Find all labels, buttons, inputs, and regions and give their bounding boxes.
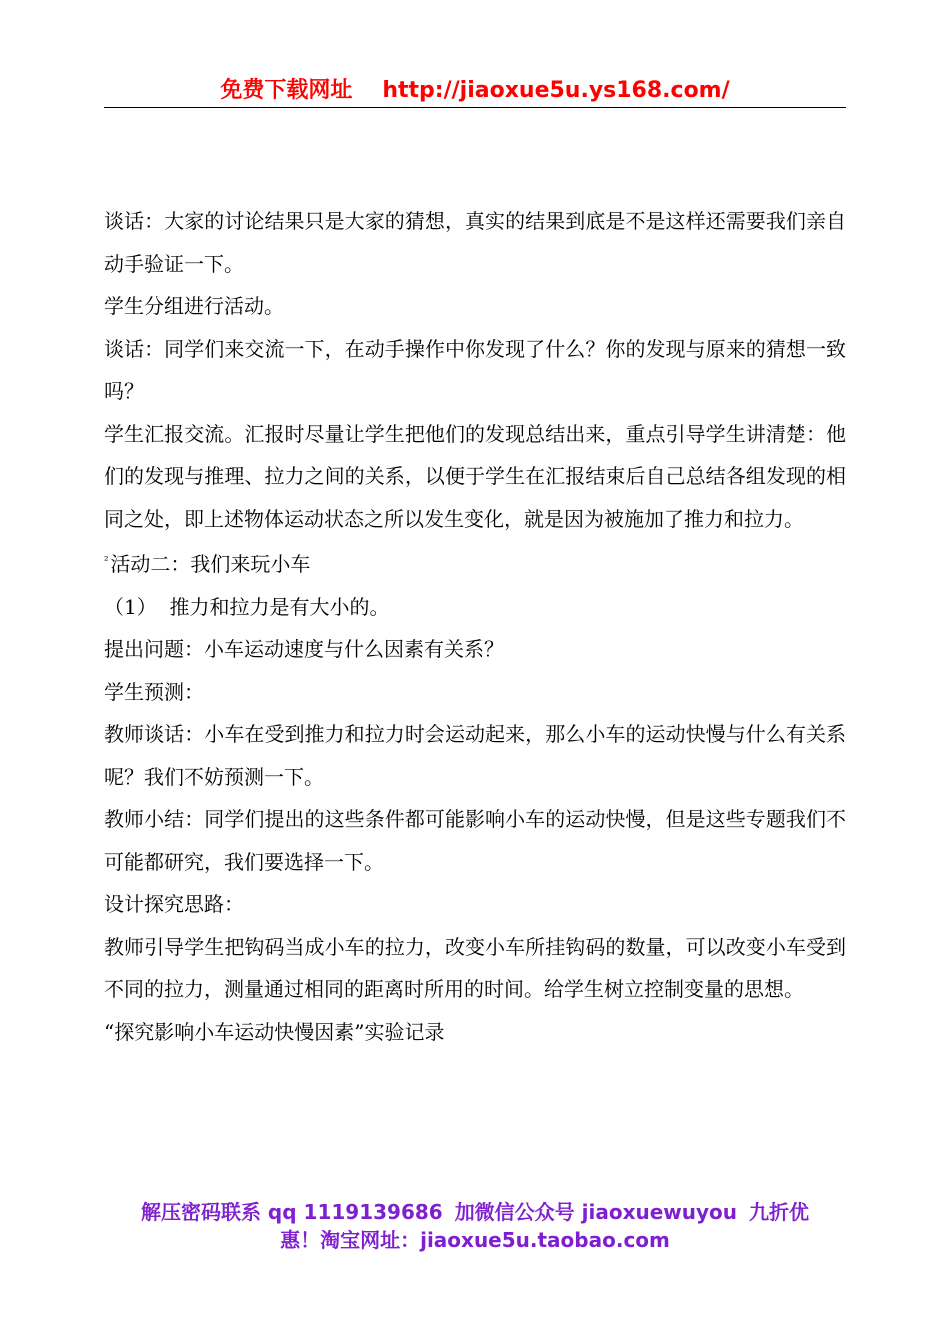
paragraph-2: 学生分组进行活动。 (104, 294, 284, 318)
page-header (104, 76, 846, 106)
activity-heading (104, 540, 846, 586)
footer-line-1 (104, 1198, 846, 1226)
footer-discount: 九折优 (749, 1200, 810, 1224)
paragraph-4: 学生汇报交流。汇报时尽量让学生把他们的发现总结出来，重点引导学生讲清楚：他们的发现与推理、拉力之间的关系，以便于学生在汇报结束后自己总结各组发现的相同之处，即上述物体运动状态之所以发生变化，就是因为被施加了推力和拉力。 (104, 421, 846, 531)
page-footer (104, 1198, 846, 1254)
paragraph-12: 教师引导学生把钩码当成小车的拉力，改变小车所挂钩码的数量，可以改变小车受到不同的拉力，测量通过相同的距离时所用的时间。给学生树立控制变量的思想。 (104, 934, 846, 1001)
paragraph-6: （1） 推力和拉力是有大小的。 (104, 594, 390, 619)
footer-line-2[interactable]: 惠！淘宝网址：jiaoxue5u.taobao.com (280, 1228, 670, 1252)
bullet-mark: ² (104, 554, 109, 567)
paragraph-13: “探究影响小车运动快慢因素”实验记录 (104, 1019, 445, 1044)
header-divider (104, 107, 846, 108)
paragraph-3: 谈话：同学们来交流一下，在动手操作中你发现了什么？你的发现与原来的猜想一致吗？ (104, 336, 846, 403)
paragraph-1: 谈话：大家的讨论结果只是大家的猜想，真实的结果到底是不是这样还需要我们亲自动手验证一下。 (104, 209, 846, 276)
header-url[interactable]: http://jiaoxue5u.ys168.com/ (382, 78, 730, 103)
paragraph-9: 教师谈话：小车在受到推力和拉力时会运动起来，那么小车的运动快慢与什么有关系呢？我们不妨预测一下。 (104, 722, 846, 789)
footer-wechat: 加微信公众号 jiaoxuewuyou (454, 1200, 738, 1224)
header-label: 免费下载网址 (220, 78, 353, 103)
paragraph-7: 提出问题：小车运动速度与什么因素有关系？ (104, 637, 504, 661)
footer-qq: 解压密码联系 qq 1119139686 (140, 1200, 443, 1224)
paragraph-11: 设计探究思路： (104, 892, 244, 916)
document-body (104, 200, 846, 1053)
paragraph-10: 教师小结：同学们提出的这些条件都可能影响小车的运动快慢，但是这些专题我们不可能都研究，我们要选择一下。 (104, 807, 846, 874)
paragraph-8: 学生预测： (104, 679, 204, 704)
activity-heading-text: 活动二：我们来玩小车 (110, 552, 311, 576)
